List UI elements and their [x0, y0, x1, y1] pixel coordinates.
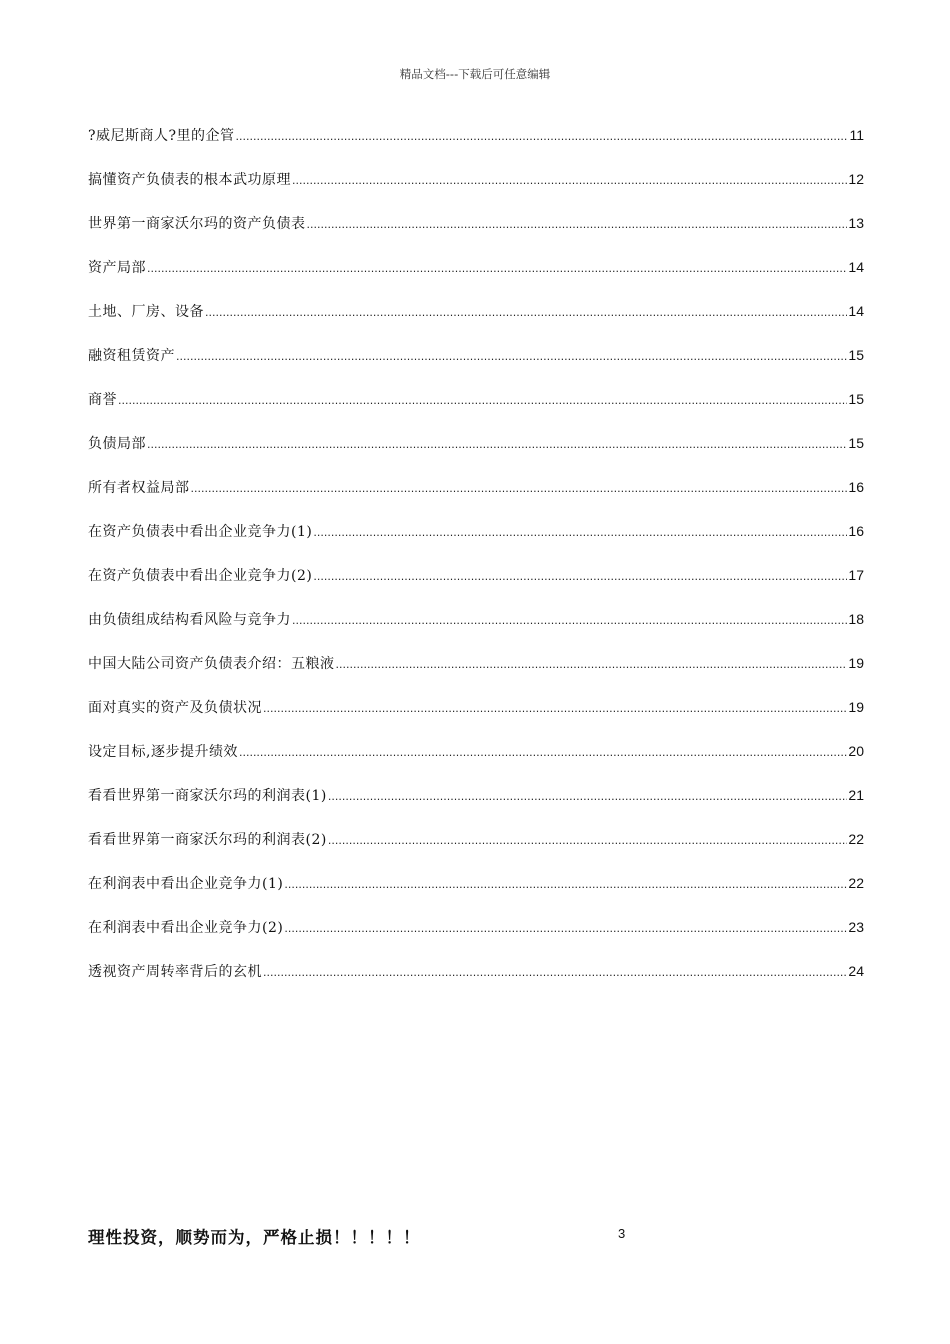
toc-entry-title: 中国大陆公司资产负债表介绍：五粮液: [88, 656, 335, 672]
toc-entry-page: 24: [848, 963, 864, 979]
toc-entry-page: 19: [848, 699, 864, 715]
toc-entry-title: 透视资产周转率背后的玄机: [88, 964, 262, 980]
toc-entry[interactable]: [88, 740, 864, 784]
toc-entry-page: 12: [848, 171, 864, 187]
toc-entry[interactable]: [88, 476, 864, 520]
toc-entry-page: 13: [848, 215, 864, 231]
toc-entry-title: 在资产负债表中看出企业竞争力(1): [88, 524, 313, 540]
toc-entry-title: 设定目标,逐步提升绩效: [88, 744, 238, 760]
toc-entry-page: 22: [848, 875, 864, 891]
toc-entry-page: 15: [848, 347, 864, 363]
toc-entry-page: 16: [848, 479, 864, 495]
toc-dot-leader: [118, 390, 847, 412]
toc-entry-title: 看看世界第一商家沃尔玛的利润表(1): [88, 788, 327, 804]
toc-dot-leader: [147, 258, 847, 280]
toc-entry-page: 16: [848, 523, 864, 539]
toc-entry-page: 21: [848, 787, 864, 803]
toc-dot-leader: [328, 786, 848, 808]
toc-dot-leader: [328, 830, 848, 852]
toc-entry-title: 商誉: [88, 392, 117, 408]
toc-entry-title: 在利润表中看出企业竞争力(1): [88, 876, 284, 892]
toc-dot-leader: [284, 874, 847, 896]
toc-entry-page: 20: [848, 743, 864, 759]
toc-entry[interactable]: [88, 608, 864, 652]
toc-entry[interactable]: [88, 872, 864, 916]
toc-entry[interactable]: [88, 124, 864, 168]
toc-dot-leader: [284, 918, 847, 940]
toc-entry[interactable]: [88, 256, 864, 300]
toc-entry[interactable]: [88, 168, 864, 212]
toc-entry-page: 18: [848, 611, 864, 627]
toc-entry[interactable]: [88, 828, 864, 872]
toc-entry[interactable]: [88, 344, 864, 388]
toc-dot-leader: [313, 566, 847, 588]
toc-entry-title: 面对真实的资产及负债状况: [88, 700, 262, 716]
toc-entry-page: 17: [848, 567, 864, 583]
toc-dot-leader: [292, 170, 847, 192]
toc-dot-leader: [313, 522, 847, 544]
toc-dot-leader: [292, 610, 847, 632]
toc-entry-page: 22: [848, 831, 864, 847]
toc-entry-title: ?威尼斯商人?里的企管: [88, 128, 235, 144]
toc-entry[interactable]: [88, 212, 864, 256]
toc-dot-leader: [263, 962, 847, 984]
toc-dot-leader: [147, 434, 847, 456]
toc-entry-page: 14: [848, 303, 864, 319]
toc-entry-title: 负债局部: [88, 436, 146, 452]
toc-entry-title: 所有者权益局部: [88, 480, 190, 496]
table-of-contents: [88, 124, 864, 1004]
toc-entry[interactable]: [88, 652, 864, 696]
toc-entry-title: 资产局部: [88, 260, 146, 276]
toc-entry-title: 土地、厂房、设备: [88, 304, 204, 320]
toc-entry[interactable]: [88, 300, 864, 344]
toc-entry[interactable]: [88, 564, 864, 608]
toc-dot-leader: [191, 478, 848, 500]
toc-dot-leader: [236, 126, 849, 148]
footer-slogan: 理性投资，顺势而为，严格止损！！！！！: [88, 1228, 421, 1247]
toc-dot-leader: [239, 742, 847, 764]
toc-entry[interactable]: [88, 388, 864, 432]
toc-entry-title: 在利润表中看出企业竞争力(2): [88, 920, 284, 936]
toc-entry-title: 融资租赁资产: [88, 348, 175, 364]
page-number: 3: [618, 1226, 626, 1241]
toc-dot-leader: [263, 698, 847, 720]
page-header: 精品文档---下载后可任意编辑: [399, 67, 551, 81]
toc-entry[interactable]: [88, 432, 864, 476]
toc-dot-leader: [205, 302, 847, 324]
toc-entry-title: 由负债组成结构看风险与竞争力: [88, 612, 291, 628]
toc-dot-leader: [307, 214, 848, 236]
toc-entry[interactable]: [88, 520, 864, 564]
toc-entry-title: 在资产负债表中看出企业竞争力(2): [88, 568, 313, 584]
toc-entry-page: 14: [848, 259, 864, 275]
toc-entry[interactable]: [88, 960, 864, 1004]
toc-entry-page: 11: [849, 127, 864, 143]
toc-entry[interactable]: [88, 784, 864, 828]
toc-entry-title: 搞懂资产负债表的根本武功原理: [88, 172, 291, 188]
toc-dot-leader: [176, 346, 847, 368]
toc-entry[interactable]: [88, 916, 864, 960]
toc-entry-title: 看看世界第一商家沃尔玛的利润表(2): [88, 832, 327, 848]
toc-entry-page: 19: [848, 655, 864, 671]
toc-entry-title: 世界第一商家沃尔玛的资产负债表: [88, 216, 306, 232]
toc-entry-page: 23: [848, 919, 864, 935]
toc-dot-leader: [336, 654, 848, 676]
toc-entry-page: 15: [848, 391, 864, 407]
toc-entry-page: 15: [848, 435, 864, 451]
toc-entry[interactable]: [88, 696, 864, 740]
